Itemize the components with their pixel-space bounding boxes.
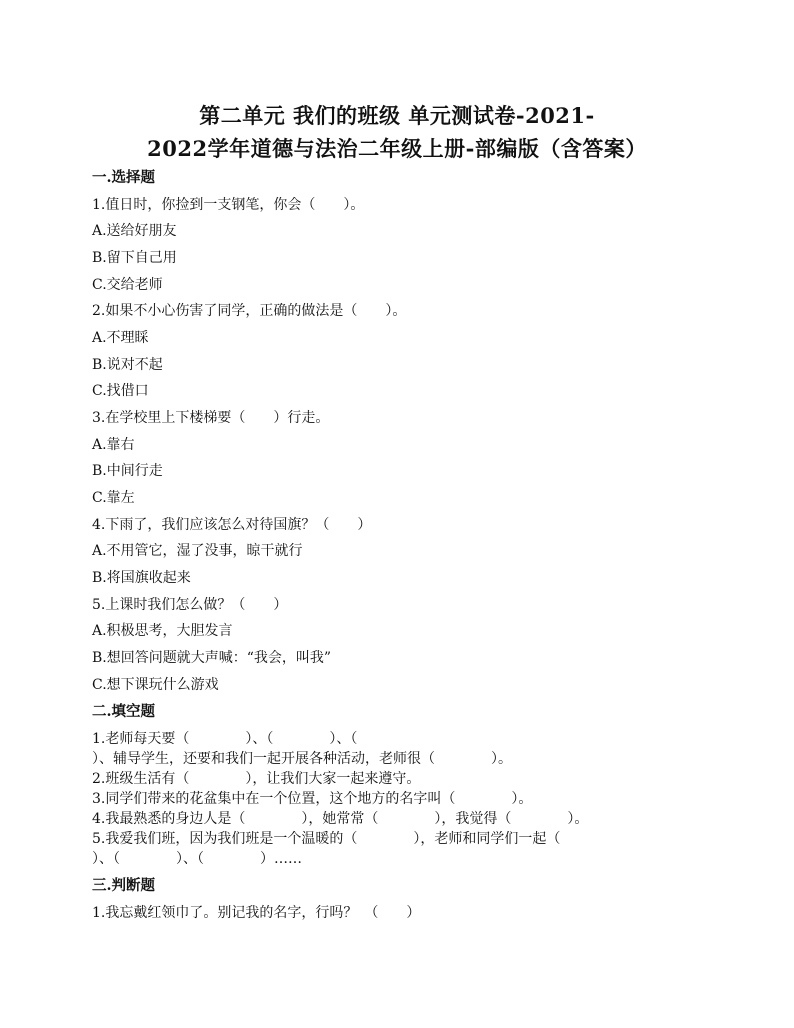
option-line: B.留下自己用 xyxy=(92,250,177,266)
option-line: A.靠右 xyxy=(92,437,135,453)
question-line: 2.班级生活有（ ），让我们大家一起来遵守。 xyxy=(92,771,421,787)
option-line: A.不用管它，湿了没事，晾干就行 xyxy=(92,543,303,559)
section-heading-judge: 三.判断题 xyxy=(92,877,156,894)
question-line: 1.我忘戴红领巾了。别记我的名字，行吗？ （ ） xyxy=(92,905,421,921)
question-line: 5.上课时我们怎么做？（ ） xyxy=(92,597,288,613)
document-title-line-2: 2022学年道德与法治二年级上册-部编版（含答案） xyxy=(147,136,647,161)
question-line: 4.下雨了，我们应该怎么对待国旗？（ ） xyxy=(92,517,372,533)
question-line: 3.在学校里上下楼梯要（ ）行走。 xyxy=(92,410,330,426)
section-heading-fill: 二.填空题 xyxy=(92,703,156,720)
question-line: 4.我最熟悉的身边人是（ ），她常常（ ），我觉得（ ）。 xyxy=(92,811,589,827)
question-line: 2.如果不小心伤害了同学，正确的做法是（ ）。 xyxy=(92,303,407,319)
document-title-line-1: 第二单元 我们的班级 单元测试卷-2021- xyxy=(199,103,595,128)
section-heading-choice: 一.选择题 xyxy=(92,169,156,186)
option-line: B.想回答问题就大声喊：“我会，叫我” xyxy=(92,650,332,666)
option-line: C.想下课玩什么游戏 xyxy=(92,677,219,693)
question-line: 3.同学们带来的花盆集中在一个位置，这个地方的名字叫（ ）。 xyxy=(92,791,533,807)
option-line: C.找借口 xyxy=(92,383,149,399)
option-line: B.中间行走 xyxy=(92,463,163,479)
option-line: C.交给老师 xyxy=(92,277,163,293)
option-line: A.不理睬 xyxy=(92,330,149,346)
question-line: ）、辅导学生，还要和我们一起开展各种活动，老师很（ ）。 xyxy=(92,751,512,767)
option-line: B.将国旗收起来 xyxy=(92,570,191,586)
question-line: 1.值日时，你捡到一支钢笔，你会（ ）。 xyxy=(92,197,365,213)
question-line: ）、（ ）、（ ）…… xyxy=(92,851,302,867)
question-line: 1.老师每天要（ ）、（ ）、（ xyxy=(92,731,358,747)
option-line: C.靠左 xyxy=(92,490,135,506)
option-line: A.积极思考，大胆发言 xyxy=(92,623,233,639)
option-line: A.送给好朋友 xyxy=(92,223,177,239)
option-line: B.说对不起 xyxy=(92,357,163,373)
question-line: 5.我爱我们班，因为我们班是一个温暖的（ ），老师和同学们一起（ xyxy=(92,831,561,847)
